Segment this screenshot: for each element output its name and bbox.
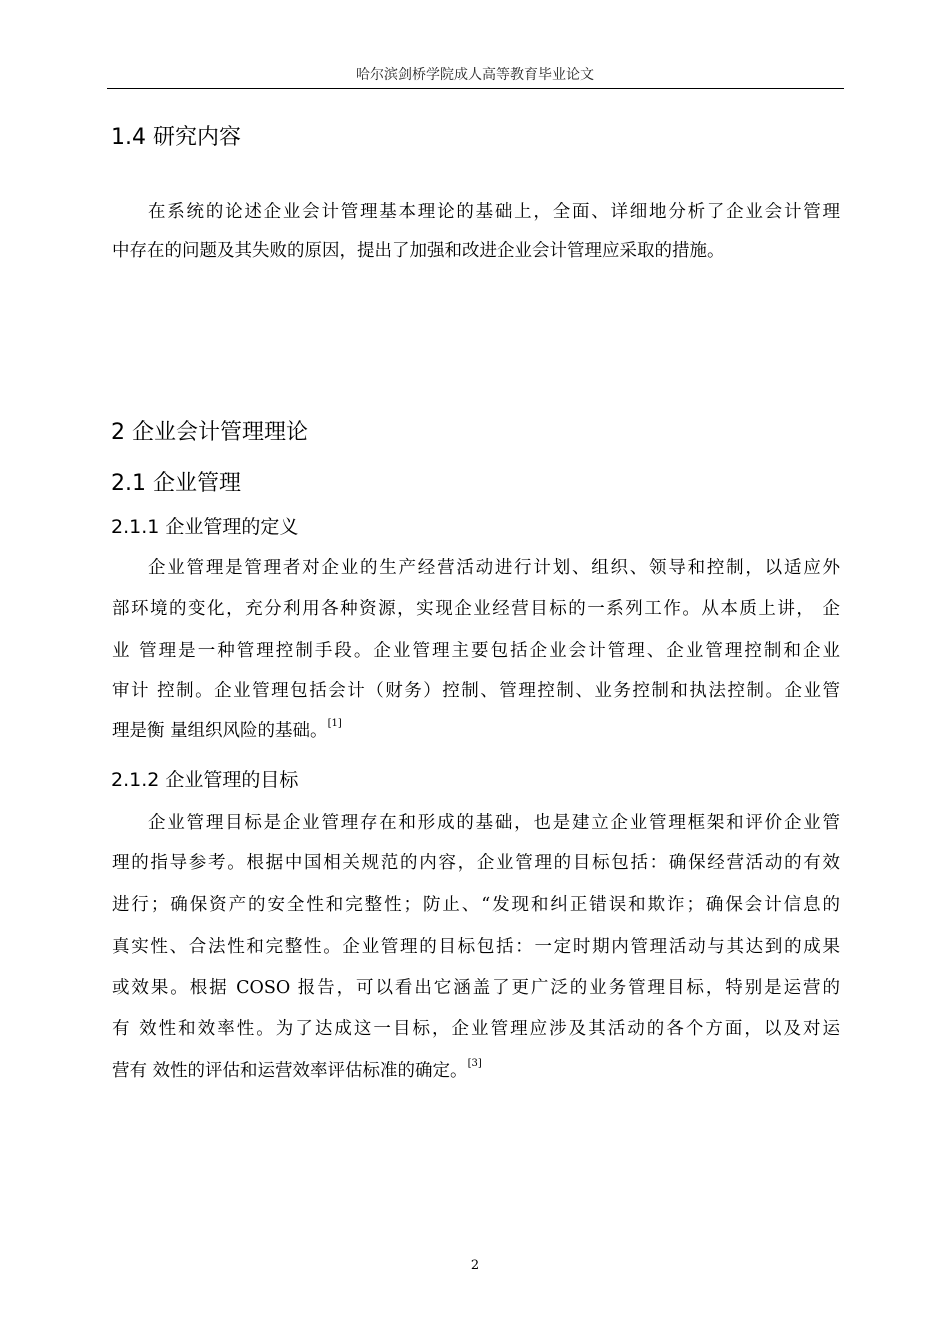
text-line: 审计 控制。企业管理包括会计（财务）控制、管理控制、业务控制和执法控制。企业管 — [112, 681, 840, 701]
section-heading-1-4: 1.4 研究内容 — [111, 125, 241, 150]
text-line: 真实性、合法性和完整性。企业管理的目标包括：一定时期内管理活动与其达到的成果 — [112, 937, 840, 957]
text-line: 进行；确保资产的安全性和完整性；防止、“发现和纠正错误和欺诈；确保会计信息的 — [112, 895, 840, 915]
text-line — [112, 719, 840, 743]
text-line: 部环境的变化，充分利用各种资源，实现企业经营目标的一系列工作。从本质上讲， 企 — [112, 599, 840, 619]
header-divider — [107, 88, 844, 89]
text-line: 或效果。根据 COSO 报告，可以看出它涵盖了更广泛的业务管理目标，特别是运营的 — [112, 978, 840, 998]
running-header: 哈尔滨剑桥学院成人高等教育毕业论文 — [356, 67, 594, 83]
text-line: 有 效性和效率性。为了达成这一目标，企业管理应涉及其活动的各个方面，以及对运 — [112, 1019, 840, 1039]
citation-ref: [3] — [467, 1058, 482, 1069]
section-heading-2-1: 2.1 企业管理 — [111, 471, 241, 496]
text-line-content: 营有 效性的评估和运营效率评估标准的确定。 — [112, 1061, 468, 1081]
text-line: 中存在的问题及其失败的原因，提出了加强和改进企业会计管理应采取的措施。 — [112, 241, 725, 261]
text-line: 理的指导参考。根据中国相关规范的内容，企业管理的目标包括：确保经营活动的有效 — [112, 853, 840, 873]
text-line: 业 管理是一种管理控制手段。企业管理主要包括企业会计管理、企业管理控制和企业 — [112, 641, 840, 661]
text-line: 企业管理是管理者对企业的生产经营活动进行计划、组织、领导和控制，以适应外 — [148, 558, 840, 578]
subsection-heading-2-1-1: 2.1.1 企业管理的定义 — [111, 516, 299, 538]
subsection-heading-2-1-2: 2.1.2 企业管理的目标 — [111, 769, 299, 791]
text-line: 企业管理目标是企业管理存在和形成的基础，也是建立企业管理框架和评价企业管 — [148, 813, 840, 833]
page-number: 2 — [470, 1258, 480, 1273]
chapter-heading-2: 2 企业会计管理理论 — [111, 420, 308, 445]
citation-ref: [1] — [327, 718, 342, 729]
text-line — [112, 1059, 840, 1083]
text-line: 在系统的论述企业会计管理基本理论的基础上，全面、详细地分析了企业会计管理 — [148, 202, 840, 222]
text-line-content: 理是衡 量组织风险的基础。 — [112, 721, 328, 741]
